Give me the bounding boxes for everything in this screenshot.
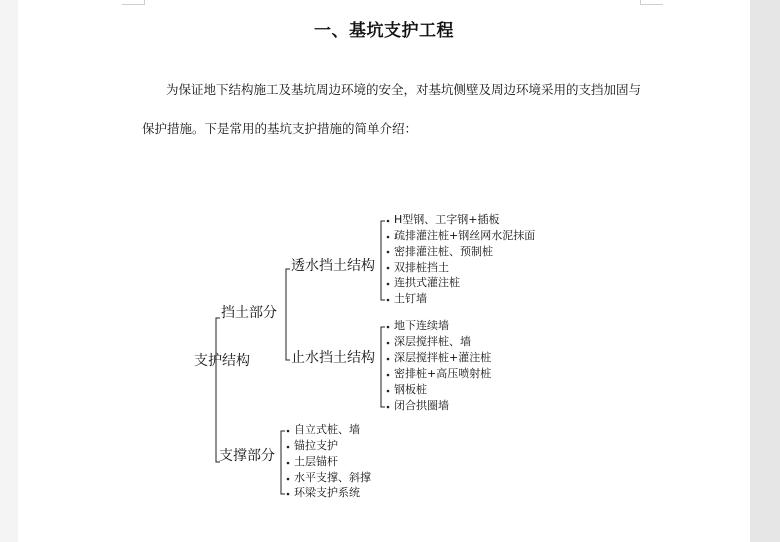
paragraph-line-2: 保护措施。下是常用的基坑支护措施的简单介绍： [142, 121, 418, 136]
support-item: 水平支撑、斜撑 [294, 471, 371, 484]
waterproof-item: 钢板桩 [394, 383, 427, 396]
permeable-item: H型钢、工字钢+插板 [394, 213, 500, 226]
support-item: 土层锚杆 [294, 455, 338, 468]
waterproof-item: 地下连续墙 [394, 319, 449, 332]
waterproof-item: 密排桩+高压喷射桩 [394, 367, 492, 380]
support-item: 环梁支护系统 [294, 486, 360, 499]
paragraph-line-1: 为保证地下结构施工及基坑周边环境的安全，对基坑侧壁及周边环境采用的支挡加固与 [166, 82, 642, 97]
waterproof-label: 止水挡土结构 [291, 350, 375, 366]
permeable-item: 双排桩挡土 [394, 261, 449, 274]
permeable-label: 透水挡土结构 [291, 258, 375, 274]
permeable-item: 土钉墙 [394, 292, 427, 305]
waterproof-item: 深层搅拌桩、墙 [394, 335, 471, 348]
diagram-connectors [18, 0, 750, 542]
page-margin-left [0, 0, 18, 542]
support-structure-diagram [18, 0, 750, 542]
waterproof-item: 闭合拱圈墙 [394, 399, 449, 412]
root-label: 支护结构 [194, 353, 250, 369]
permeable-item: 密排灌注桩、预制桩 [394, 245, 493, 258]
support-item: 锚拉支护 [294, 439, 338, 452]
document-page [18, 0, 750, 542]
support-label: 支撑部分 [219, 448, 275, 464]
section-title: 一、基坑支护工程 [314, 21, 454, 41]
support-item: 自立式桩、墙 [294, 423, 360, 436]
permeable-item: 连拱式灌注桩 [394, 276, 460, 289]
retaining-label: 挡土部分 [221, 305, 277, 321]
permeable-item: 疏排灌注桩+钢丝网水泥抹面 [394, 229, 536, 242]
waterproof-item: 深层搅拌桩+灌注桩 [394, 351, 492, 364]
